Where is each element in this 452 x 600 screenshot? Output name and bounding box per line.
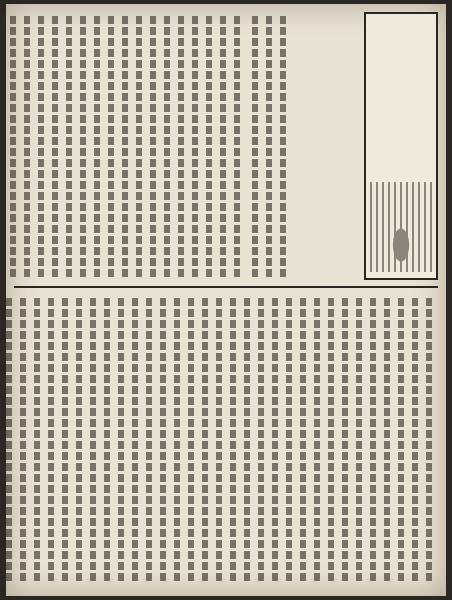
body-text-line <box>73 298 84 584</box>
body-text-line <box>17 298 28 584</box>
body-text-line <box>161 16 172 278</box>
upper-text-column <box>14 12 246 282</box>
masthead-panel <box>364 12 438 280</box>
body-text-line <box>129 298 140 584</box>
issue-number <box>300 94 328 204</box>
body-text-line <box>7 16 18 278</box>
body-text-line <box>63 16 74 278</box>
body-text-line <box>31 298 42 584</box>
body-text-line <box>297 298 308 584</box>
body-text-line <box>157 298 168 584</box>
body-text-line <box>6 298 14 584</box>
issue-date <box>334 16 356 156</box>
body-text-line <box>227 298 238 584</box>
body-text-line <box>171 298 182 584</box>
body-text-line <box>423 298 434 584</box>
body-text-line <box>49 16 60 278</box>
newspaper-page <box>6 4 446 596</box>
body-text-line <box>213 298 224 584</box>
body-text-line <box>21 16 32 278</box>
body-text-line <box>133 16 144 278</box>
body-text-line <box>409 298 420 584</box>
body-text-line <box>283 298 294 584</box>
body-text-line <box>249 16 260 278</box>
body-text-line <box>87 298 98 584</box>
body-text-line <box>147 16 158 278</box>
body-text-line <box>395 298 406 584</box>
body-text-line <box>367 298 378 584</box>
body-text-line <box>45 298 56 584</box>
body-text-line <box>77 16 88 278</box>
body-text-line <box>185 298 196 584</box>
body-text-line <box>91 16 102 278</box>
body-text-line <box>105 16 116 278</box>
body-text-line <box>189 16 200 278</box>
section-divider <box>14 286 438 288</box>
body-text-line <box>143 298 154 584</box>
masthead-ornament-icon <box>370 182 432 272</box>
body-text-line <box>119 16 130 278</box>
body-text-line <box>263 16 274 278</box>
body-text-line <box>277 16 288 278</box>
body-text-line <box>175 16 186 278</box>
body-text-line <box>231 16 242 278</box>
body-text-line <box>269 298 280 584</box>
body-text-line <box>381 298 392 584</box>
body-text-line <box>311 298 322 584</box>
body-text-line <box>241 298 252 584</box>
body-text-line <box>101 298 112 584</box>
body-text-line <box>59 298 70 584</box>
upper-right-text-column <box>250 12 292 282</box>
body-text-line <box>325 298 336 584</box>
body-text-line <box>199 298 210 584</box>
body-text-line <box>353 298 364 584</box>
body-text-line <box>203 16 214 278</box>
body-text-line <box>339 298 350 584</box>
body-text-line <box>35 16 46 278</box>
body-text-line <box>217 16 228 278</box>
body-text-line <box>115 298 126 584</box>
lower-text-column <box>14 294 438 588</box>
body-text-line <box>255 298 266 584</box>
